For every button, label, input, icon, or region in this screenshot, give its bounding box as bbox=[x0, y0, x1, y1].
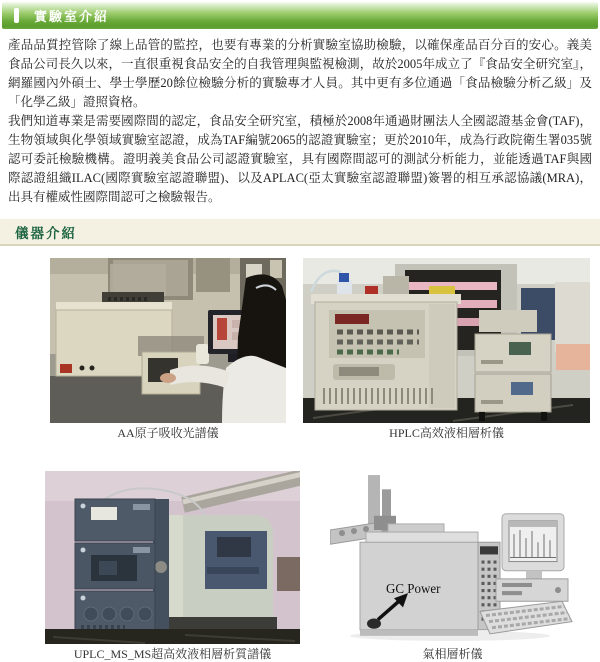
gallery-row-2 bbox=[45, 471, 600, 662]
page-title-bar bbox=[2, 2, 598, 29]
instrument-caption-aa: AA原子吸收光譜儀 bbox=[117, 426, 219, 440]
hplc-photo bbox=[303, 258, 590, 423]
instrument-card-uplc bbox=[45, 471, 300, 662]
lab-intro-page bbox=[0, 2, 600, 661]
uplc-ms-illustration bbox=[45, 471, 300, 644]
instrument-caption-uplc: UPLC_MS_MS超高效液相層析質譜儀 bbox=[73, 647, 272, 661]
instrument-card-gc bbox=[330, 471, 575, 662]
instruments-section-title: 儀器介紹 bbox=[15, 225, 77, 241]
gallery-row-1 bbox=[50, 258, 600, 441]
gc-illustration bbox=[330, 471, 575, 644]
intro-section bbox=[0, 29, 600, 207]
instrument-card-hplc bbox=[303, 258, 590, 441]
aa-spectrometer-photo bbox=[50, 258, 286, 423]
hplc-illustration bbox=[303, 258, 590, 423]
page-title: 實驗室介紹 bbox=[34, 9, 110, 24]
gc-photo bbox=[330, 471, 575, 644]
intro-paragraph-2: 我們知道專業是需要國際間的認定，食品安全研究室，積極於2008年通過財團法人全國認證基金會(TAF)，生物領域與化學領域實驗室認證，成為TAF編號2065的認證實驗室；更於2010年，成為行政院衛生署035號認可委託檢驗機構。證明義美食品公司認證實驗室，具有國際間認可的測試分析能力，並能透過TAF與國際認證組織ILAC(國際實驗室認證聯盟)、以及APLAC(亞太實驗室認證聯盟)簽署的相互承認協議(MRA)，出具有權威性國際間認可之檢驗報告。 bbox=[8, 114, 592, 204]
instrument-card-aa bbox=[50, 258, 286, 441]
instrument-caption-hplc: HPLC高效液相層析儀 bbox=[389, 426, 504, 440]
gc-power-label: GC Power bbox=[386, 581, 441, 597]
instrument-gallery bbox=[0, 258, 600, 662]
instruments-section-header bbox=[0, 219, 600, 246]
intro-paragraph-1: 產品品質控管除了線上品管的監控，也要有專業的分析實驗室協助檢驗，以確保產品百分百的安心。義美食品公司長久以來，一直很重視食品安全的自我管理與監視檢測，故於2005年成立了『食品安全研究室』，網羅國內外碩士、學士學歷20餘位檢驗分析的實驗專才人員。其中更有多位通過「食品檢驗分析乙級」及「化學乙級」證照資格。 bbox=[8, 38, 592, 109]
aa-spectrometer-illustration bbox=[50, 258, 286, 423]
instrument-caption-gc: 氣相層析儀 bbox=[422, 647, 483, 661]
title-marker-icon bbox=[14, 8, 19, 23]
uplc-ms-photo bbox=[45, 471, 300, 644]
